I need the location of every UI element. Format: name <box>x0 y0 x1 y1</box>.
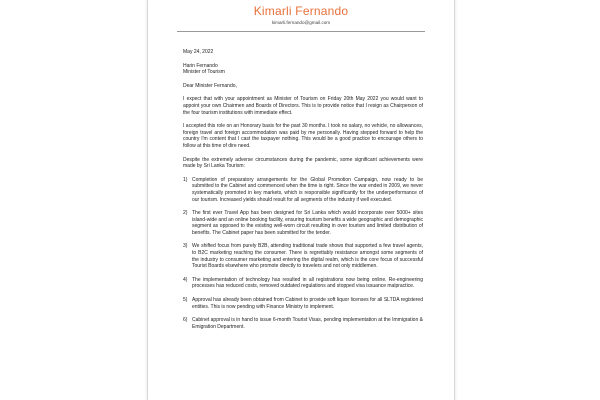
paragraph: I expect that with your appointment as Minister of Tourism on Friday 20th May 2022 you would want to appoint your own Chairmen and Boards of Directors. This is to provide notice that I resign as Chairperson of the four tourism institutions with immediate effect. <box>183 96 423 116</box>
list-item <box>183 210 423 236</box>
list-number: 1) <box>183 176 188 183</box>
letter-body <box>183 49 423 337</box>
recipient-title: Minister of Tourism <box>183 69 225 76</box>
list-number: 2) <box>183 210 188 217</box>
list-text: Cabinet approval is in hand to issue 6-month Tourist Visas, pending implementation at the Immigration & Emigration Department. <box>192 317 423 330</box>
sender-email: kimarli.fernando@gmail.com <box>271 20 331 25</box>
list-item <box>183 317 423 330</box>
list-number: 5) <box>183 297 188 304</box>
letter-page <box>147 0 455 400</box>
salutation: Dear Minister Fernando, <box>183 82 237 89</box>
paragraph: I accepted this role on an Honorary basis for the past 30 months. I took no salary, no vehicle, no allowances, foreign travel and foreign accommodation was paid by me personally. Having stepped forward to help the country I'm content that I cast the taxpayer nothing. This would be a good practice to encourage others to follow at this time of dire need. <box>183 123 423 149</box>
list-item <box>183 243 423 269</box>
letter-date: May 24, 2022 <box>183 49 214 55</box>
list-item <box>183 277 423 290</box>
list-number: 6) <box>183 317 188 324</box>
paragraph: Despite the extremely adverse circumstances during the pandemic, some significant achievements were made by Sri Lanka Tourism: <box>183 156 423 170</box>
sender-name: Kimarli Fernando <box>253 4 349 18</box>
recipient-name: Harin Fernando <box>183 62 218 69</box>
list-item <box>183 297 423 310</box>
recipient-block <box>183 63 423 76</box>
list-number: 4) <box>183 276 188 283</box>
list-text: Completion of preparatory arrangements for the Global Promotion Campaign, now ready to be submitted to the Cabinet and commenced when the time is right. Since the war ended in 2009, we never systematically promoted in key markets, which is responsible significantly for the underperformance of our tourism. Increased yields should result for all segments of the industry if well executed. <box>192 176 423 203</box>
list-item <box>183 177 423 203</box>
list-text: Approval has already been obtained from Cabinet to provide soft liquor licenses for all SLTDA registered entities. This is now pending with Finance Ministry to implement. <box>192 297 423 310</box>
list-text: We shifted focus from purely B2B, attending traditional trade shows that supported a few travel agents, to B2C marketing reaching the consumer. There is regrettably resistance amongst some segments of the industry to consumer marketing and entering the digital realm, which is the core focus of successful Tourist Boards elsewhere who promote directly to travelers and not only middlemen. <box>192 243 423 270</box>
list-text: The implementation of technology has resulted in all registrations now being online. Re-engineering processes has reduced costs, removed outdated regulations and stopped visa issuance malpractice. <box>192 276 423 290</box>
header-divider <box>177 31 425 32</box>
achievements-list <box>183 177 423 331</box>
list-text: The first ever Travel App has been designed for Sri Lanka which would incorporate over 5000+ sites island-wide and an online booking facility, ensuring tourism benefits a wide geographic and demographic segment as opposed to the existing well-worn circuit resulting in over tourism and limited distribution of benefits. The Cabinet paper has been submitted for the tender. <box>192 210 423 236</box>
list-number: 3) <box>183 243 188 250</box>
